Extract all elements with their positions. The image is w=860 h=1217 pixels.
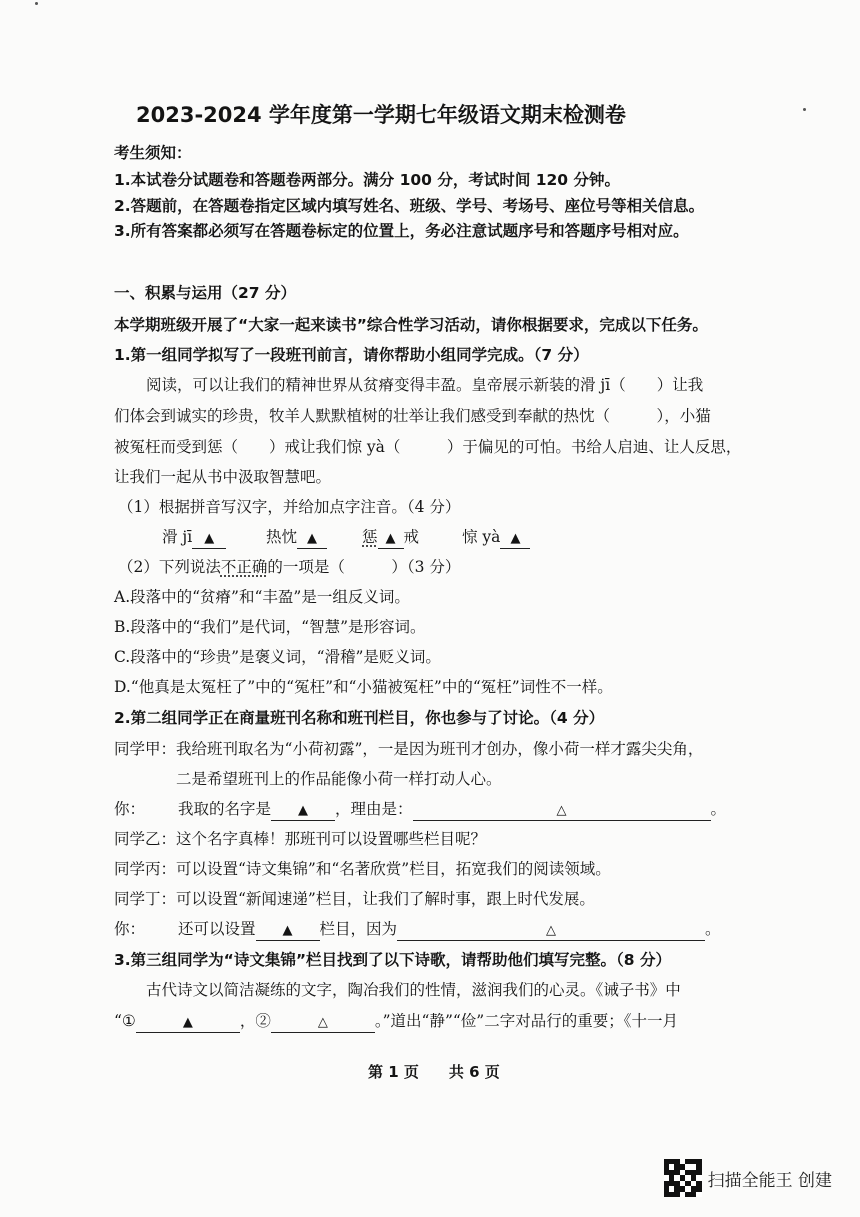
sub2-text: （2）下列说法 (118, 558, 221, 576)
blank-number: ，② (239, 1012, 271, 1030)
fill-item-jingya (462, 527, 530, 549)
you-answer-2 (178, 919, 721, 941)
answer-prompt: 我取的名字是 (178, 800, 272, 818)
passage-line-1: 阅读，可以让我们的精神世界从贫瘠变得丰盈。皇帝展示新装的滑 jī（ ）让我 (146, 376, 704, 394)
period: 。 (710, 800, 727, 818)
period: 。 (705, 920, 721, 938)
question-2-stem: 2.第二组同学正在商量班刊名称和班刊栏目，你也参与了讨论。（4 分） (114, 709, 605, 727)
notice-heading: 考生须知： (114, 144, 192, 162)
answer-blank[interactable] (500, 528, 530, 549)
answer-prompt: ，理由是： (335, 800, 413, 818)
you-label-2: 你： (114, 920, 146, 938)
answer-blank-name[interactable] (271, 800, 335, 821)
student-jia-line-1 (114, 739, 703, 759)
student-yi: 同学乙：这个名字真棒！那班刊可以设置哪些栏目呢？ (114, 830, 487, 848)
hollow-triangle-icon: △ (546, 923, 557, 938)
answer-blank[interactable] (192, 528, 226, 549)
scan-speck (803, 108, 806, 111)
sub2-text: 的一项是（ ）（3 分） (267, 558, 461, 576)
qr-code-icon (664, 1159, 702, 1197)
option-b: B.段落中的“我们”是代词，“智慧”是形容词。 (114, 618, 426, 636)
poetry-intro-line-2 (114, 1011, 678, 1033)
solid-triangle-icon: ▲ (204, 531, 215, 546)
fill-item-rechen (266, 527, 327, 549)
passage-line-4: 让我们一起从书中汲取智慧吧。 (114, 468, 332, 486)
notice-item-3: 3.所有答案都必须写在答题卷标定的位置上，务必注意试题序号和答题序号相对应。 (114, 222, 689, 240)
solid-triangle-icon: ▲ (282, 923, 293, 938)
fill-item-chengjie (362, 527, 419, 549)
answer-blank[interactable] (297, 528, 327, 549)
you-answer-1 (178, 799, 726, 821)
question-3-stem: 3.第三组同学为“诗文集锦”栏目找到了以下诗歌，请帮助他们填写完整。（8 分） (114, 951, 671, 969)
passage-line-2: 们体会到诚实的珍贵，牧羊人默默植树的壮举让我们感受到奉献的热忱（ ），小猫 (114, 407, 711, 425)
answer-blank-column[interactable] (256, 920, 320, 941)
fill-label: 热忱 (266, 528, 298, 546)
solid-triangle-icon: ▲ (385, 531, 396, 546)
page-title: 2023-2024 学年度第一学期七年级语文期末检测卷 (136, 103, 626, 127)
student-ding: 同学丁：可以设置“新闻速递”栏目，让我们了解时事，跟上时代发展。 (114, 890, 595, 908)
notice-item-1: 1.本试卷分试题卷和答题卷两部分。满分 100 分，考试时间 120 分钟。 (114, 171, 620, 189)
poetry-text: 。”道出“静”“俭”二字对品行的重要；《十一月 (374, 1012, 678, 1030)
question-1-stem: 1.第一组同学拟写了一段班刊前言，请你帮助小组同学完成。（7 分） (114, 346, 589, 364)
fill-label: 滑 jī (162, 528, 193, 546)
you-label-1: 你： (114, 800, 146, 818)
page-footer: 第 1 页 共 6 页 (368, 1063, 500, 1081)
hollow-triangle-icon: △ (556, 803, 567, 818)
answer-prompt: 还可以设置 (178, 920, 256, 938)
scan-speck (35, 2, 38, 5)
blank-number: “① (114, 1012, 136, 1030)
poetry-intro-line-1: 古代诗文以简洁凝练的文字，陶冶我们的性情，滋润我们的心灵。《诫子书》中 (146, 981, 681, 999)
solid-triangle-icon: ▲ (298, 803, 309, 818)
option-d: D.“他真是太冤枉了”中的“冤枉”和“小猫被冤枉”中的“冤枉”词性不一样。 (114, 678, 613, 696)
notice-item-2: 2.答题前，在答题卷指定区域内填写姓名、班级、学号、考场号、座位号等相关信息。 (114, 197, 705, 215)
fill-label: 惊 yà (462, 528, 501, 546)
passage-line-3: 被冤枉而受到惩（ ）戒让我们惊 yà（ ）于偏见的可怕。书给人启迪、让人反思， (114, 438, 742, 456)
fill-label: 戒 (403, 528, 420, 546)
section-heading: 一、积累与运用（27 分） (114, 284, 296, 302)
fill-label: 惩 (362, 528, 378, 546)
answer-blank[interactable] (378, 528, 404, 549)
answer-prompt: 栏目，因为 (319, 920, 398, 938)
dialogue-text: 我给班刊取名为“小荷初露”，一是因为班刊才创办，像小荷一样才露尖尖角， (176, 740, 704, 758)
sub-question-1: （1）根据拼音写汉字，并给加点字注音。（4 分） (118, 498, 461, 516)
watermark-text: 扫描全能王 创建 (707, 1170, 832, 1191)
sub2-emphasis: 不正确 (220, 558, 268, 576)
solid-triangle-icon: ▲ (510, 531, 521, 546)
answer-blank-reason[interactable] (413, 800, 711, 821)
solid-triangle-icon: ▲ (307, 531, 318, 546)
section-intro: 本学期班级开展了“大家一起来读书”综合性学习活动，请你根据要求，完成以下任务。 (114, 316, 708, 334)
speaker-label: 同学甲： (114, 740, 177, 758)
scanner-watermark (664, 1159, 832, 1197)
answer-blank-poem-1[interactable] (136, 1012, 240, 1033)
option-a: A.段落中的“贫瘠”和“丰盈”是一组反义词。 (114, 588, 410, 606)
student-jia-line-2: 二是希望班刊上的作品能像小荷一样打动人心。 (176, 770, 502, 788)
solid-triangle-icon: ▲ (182, 1015, 193, 1030)
hollow-triangle-icon: △ (317, 1015, 328, 1030)
student-bing: 同学丙：可以设置“诗文集锦”和“名著欣赏”栏目，拓宽我们的阅读领域。 (114, 860, 611, 878)
answer-blank-poem-2[interactable] (271, 1012, 375, 1033)
sub-question-2 (118, 557, 460, 577)
fill-item-huaji (162, 527, 226, 549)
option-c: C.段落中的“珍贵”是褒义词，“滑稽”是贬义词。 (114, 648, 441, 666)
answer-blank-because[interactable] (397, 920, 705, 941)
